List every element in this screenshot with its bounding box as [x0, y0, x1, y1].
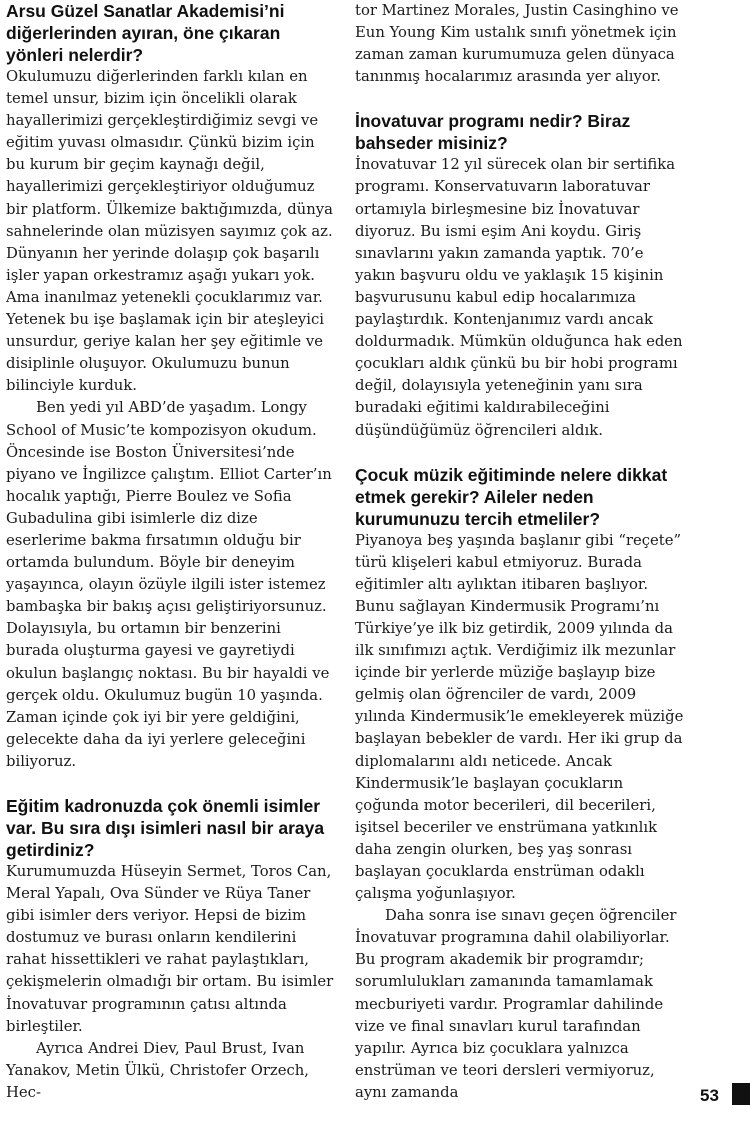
question-heading: İnovatuvar programı nedir? Biraz bahseder misiniz? [355, 111, 631, 154]
right-column [355, 0, 685, 1104]
answer-paragraph: Daha sonra ise sınavı geçen öğrenciler İnovatuvar programına dahil olabiliyorlar. Bu program akademik bir programdır; sorumlulukları zamanında tamamlamak mecburiyeti vardır. Programlar dahilinde vize ve final sınavları kurul tarafından yapılır. Ayrıca biz çocuklara yalnızca enstrüman ve teori dersleri vermiyoruz, aynı zamanda [355, 907, 677, 1101]
answer-paragraph: Kurumumuzda Hüseyin Sermet, Toros Can, Meral Yapalı, Ova Sünder ve Rüya Taner gibi isimler ders veriyor. Hepsi de bizim dostumuz ve burası onların kendilerini rahat hissettikleri ve rahat paylaştıkları, çekişmelerin olmadığı bir ortam. Bu isimler İnovatuvar programının çatısı altında birleştiler. [6, 863, 334, 1035]
answer-paragraph: Okulumuzu diğerlerinden farklı kılan en temel unsur, bizim için öncelikli olarak hayallerimizi gerçekleştirdiğimiz sevgi ve eğitim yuvası olmasıdır. Çünkü bizim için bu kurum bir geçim kaynağı değil, hayallerimizi gerçekleştiriyor olduğumuz bir platform. Ülkemize baktığımızda, dünya sahnelerinde olan müzisyen sayımız çok az. Dünyanın her yerinde dolaşıp çok başarılı işler yapan orkestramız aşağı yukarı yok. Ama inanılmaz yetenekli çocuklarımız var. Yetenek bu işe başlamak için bir ateşleyici unsurdur, geriye kalan her şey eğitimle ve disiplinle oluşuyor. Okulumuzu bunun bilinciyle kurduk. [6, 68, 333, 395]
answer-paragraph: tor Martinez Morales, Justin Casinghino ve Eun Young Kim ustalık sınıfı yönetmek için zaman zaman kurumumuza gelen dünyaca tanınmış hocalarımız arasında yer alıyor. [355, 2, 679, 86]
answer-paragraph: Ben yedi yıl ABD’de yaşadım. Longy School of Music’te kompozisyon okudum. Öncesinde ise Boston Üniversitesi’nde piyano ve İngilizce çalıştım. Elliot Carter’ın hocalık yaptığı, Pierre Boulez ve Sofia Gubadulina gibi isimlerle diz dize eserlerime bakma fırsatımın olduğu bir ortamda bulundum. Böyle bir deneyim yaşayınca, olayın özüyle ilgili ister istemez bambaşka bir bakış açısı geliştiriyorsunuz. Dolayısıyla, bu ortamın bir benzerini burada oluşturma gayesi ve gayretiydi okulun başlangıç noktası. Bu bir hayaldi ve gerçek oldu. Okulumuz bugün 10 yaşında. Zaman içinde çok iyi bir yere geldiğini, gelecekte daha da iyi yerlere geleceğini biliyoruz. [6, 399, 332, 770]
page-marker-block [732, 1083, 750, 1105]
left-column [6, 0, 336, 1104]
question-heading: Arsu Güzel Sanatlar Akademisi’ni diğerlerinden ayıran, öne çıkaran yönleri nelerdir? [6, 1, 285, 65]
question-heading: Çocuk müzik eğitiminde nelere dikkat etmek gerekir? Aileler neden kurumunuzu tercih etmeliler? [355, 464, 668, 529]
page-number: 53 [700, 1086, 719, 1105]
question-heading: Eğitim kadronuzda çok önemli isimler var. Bu sıra dışı isimleri nasıl bir araya getirdiniz? [6, 796, 325, 860]
answer-paragraph: Ayrıca Andrei Diev, Paul Brust, Ivan Yanakov, Metin Ülkü, Christofer Orzech, Hec- [6, 1039, 309, 1101]
answer-paragraph: Piyanoya beş yaşında başlanır gibi “reçete” türü klişeleri kabul etmiyoruz. Burada eğitimler altı aylıktan itibaren başlıyor. Bunu sağlayan Kindermusik Programı’nı Türkiye’ye ilk biz getirdik, 2009 yılında da ilk sınıfımızı açtık. Verdiğimiz ilk mezunlar içinde bir yerlerde müziğe başlayıp bize gelmiş olan öğrenciler de vardı, 2009 yılında Kindermusik’le emekleyerek müziğe başlayan bebekler de vardı. Her iki grup da diplomalarını aldı neticede. Ancak Kindermusik’le başlayan çocukların çoğunda motor becerileri, dil becerileri, işitsel beceriler ve enstrümana yatkınlık daha zengin olurken, beş yaş sonrası başlayan çocuklarda enstrüman odaklı çalışma yoğunlaşıyor. [355, 531, 684, 903]
answer-paragraph: İnovatuvar 12 yıl sürecek olan bir sertifika programı. Konservatuvarın laboratuvar ortamıyla birleşmesine biz İnovatuvar diyoruz. Bu ismi eşim Ani koydu. Giriş sınavlarını yakın zamanda yaptık. 70’e yakın başvuru oldu ve yaklaşık 15 kişinin başvurusunu kabul edip hocalarımıza paylaştırdık. Kontenjanımız vardı ancak doldurmadık. Mümkün olduğunca hak eden çocukları aldık çünkü bu bir hobi programı değil, dolayısıyla yeteneğinin yanı sıra buradaki eğitimi kaldırabileceğini düşündüğümüz öğrencileri aldık. [355, 156, 683, 439]
